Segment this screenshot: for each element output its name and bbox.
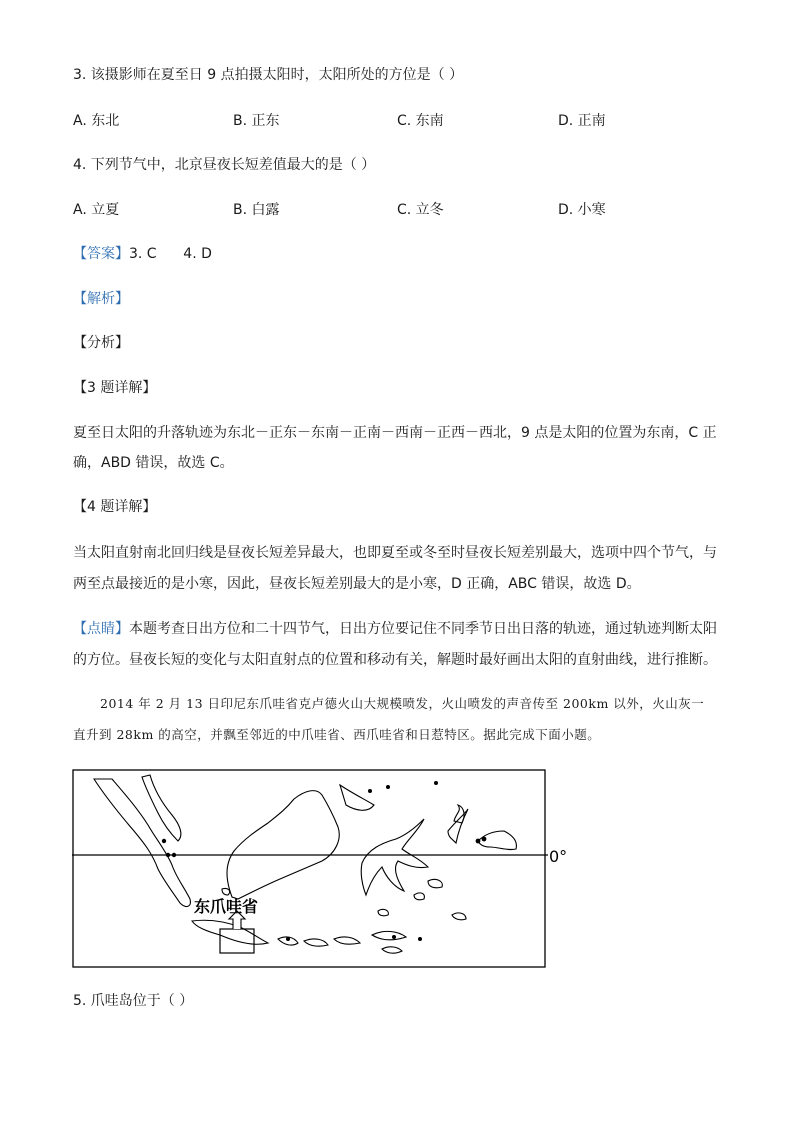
q5-stem: 5. 爪哇岛位于（ ） [73,993,194,1009]
q4-detail-title: 【4 题详解】 [73,499,157,515]
indonesia-map [72,769,582,971]
q3-option-c: C. 东南 [397,113,444,129]
province-label: 东爪哇省 [194,897,259,916]
q3-detail-line1: 夏至日太阳的升落轨迹为东北－正东－东南－正南－西南－正西－西北，9 点是太阳的位置为东南，C 正 [73,425,717,441]
answer-tag: 【答案】 [73,246,129,262]
comment-text-1: 本题考查日出方位和二十四节气，日出方位要记住不同季节日出日落的轨迹，通过轨迹判断太阳 [129,621,717,637]
q3-detail-title: 【3 题详解】 [73,380,157,396]
analysis-tag: 【解析】 [73,291,129,307]
q4-detail-line1: 当太阳直射南北回归线是昼夜长短差异最大，也即夏至或冬至时昼夜长短差别最大，选项中四个节气，与 [73,545,717,561]
q4-stem: 4. 下列节气中，北京昼夜长短差值最大的是（ ） [73,157,376,173]
passage-line1: 2014 年 2 月 13 日印尼东爪哇省克卢德火山大规模喷发，火山喷发的声音传至 200km 以外，火山灰一 [100,696,705,711]
q3-option-a: A. 东北 [73,113,120,129]
q4-option-b: B. 白露 [233,202,280,218]
q4-option-a: A. 立夏 [73,202,120,218]
answer-line [73,244,212,264]
q4-detail-line2: 两至点最接近的是小寒，因此，昼夜长短差别最大的是小寒，D 正确，ABC 错误，故选 D。 [73,576,641,592]
fenxi-heading: 【分析】 [73,335,129,351]
comment-line1 [73,619,717,639]
comment-line2: 的方位。昼夜长短的变化与太阳直射点的位置和移动有关，解题时最好画出太阳的直射曲线，进行推断。 [73,652,717,668]
q4-option-d: D. 小寒 [558,202,606,218]
q4-option-c: C. 立冬 [397,202,444,218]
map-frame [73,770,545,967]
q3-detail-line2: 确，ABD 错误，故选 C。 [73,455,234,471]
q3-stem: 3. 该摄影师在夏至日 9 点拍摄太阳时，太阳所处的方位是（ ） [73,67,464,83]
q3-option-b: B. 正东 [233,113,280,129]
comment-tag: 【点睛】 [73,621,129,637]
q3-option-d: D. 正南 [558,113,606,129]
answer-text: 3. C 4. D [129,246,212,262]
equator-label: 0° [549,847,568,866]
passage-line2: 直升到 28km 的高空，并飘至邻近的中爪哇省、西爪哇省和日惹特区。据此完成下面小题。 [73,727,601,742]
